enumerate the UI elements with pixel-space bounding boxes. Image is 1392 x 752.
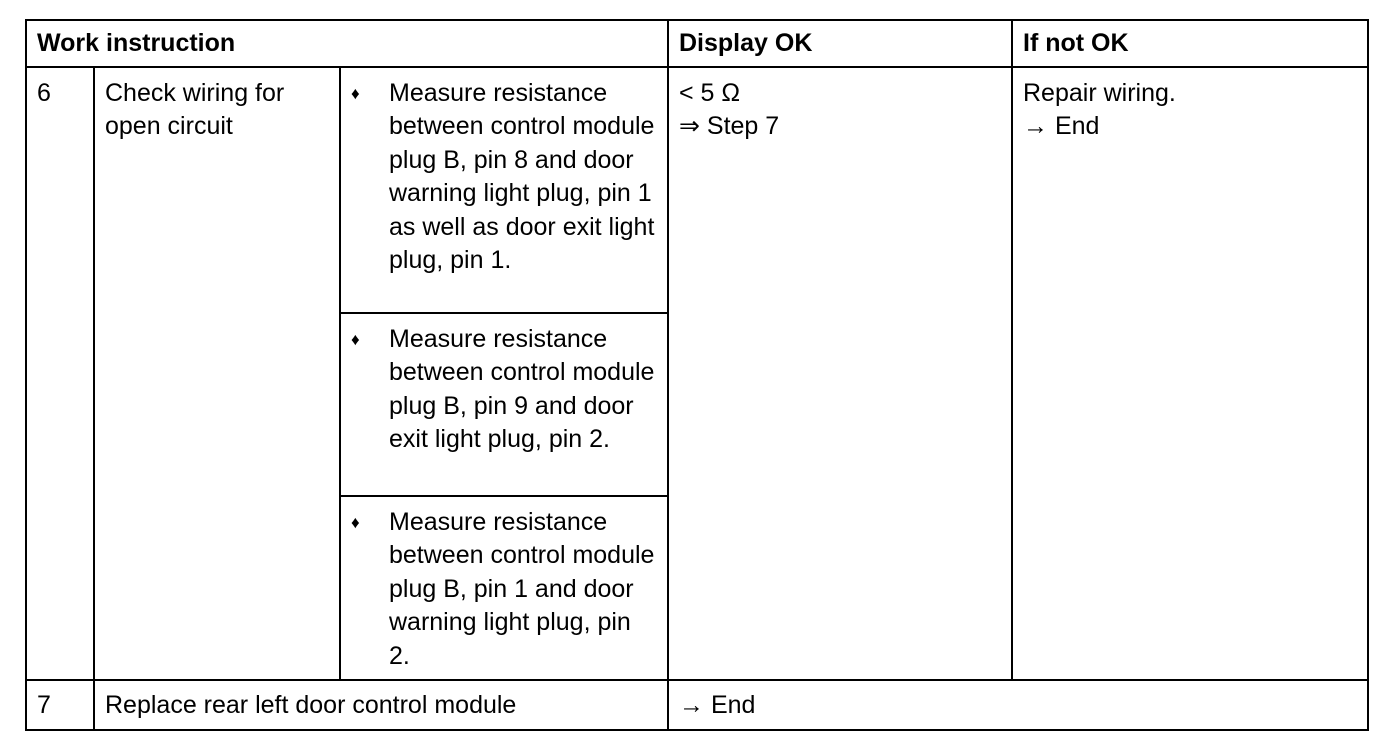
measurement-cell: [340, 313, 668, 496]
if-not-ok-action: Repair wiring.: [1023, 78, 1176, 107]
measurement-cell: [340, 496, 668, 681]
if-not-ok-next-step: → End: [1023, 112, 1100, 140]
measurement-text: Measure resistance between control module plug B, pin 1 and door warning light plug, pin 2.: [389, 507, 655, 670]
diamond-bullet-icon: ♦: [351, 83, 360, 103]
header-display-ok: Display OK: [668, 20, 1012, 67]
measurement-cell: [340, 67, 668, 313]
table-row: [26, 67, 1368, 313]
header-if-not-ok: If not OK: [1012, 20, 1368, 67]
diamond-bullet-icon: ♦: [351, 512, 360, 532]
table-row: [26, 680, 1368, 730]
measurement-text: Measure resistance between control module plug B, pin 8 and door warning light plug, pin 1 as well as door exit light plug, pin 1.: [389, 78, 655, 274]
step-number: 6: [26, 67, 94, 681]
diamond-bullet-icon: ♦: [351, 329, 360, 349]
result-text: → End: [668, 680, 1368, 730]
header-row: [26, 20, 1368, 67]
work-instruction-table: [25, 19, 1369, 731]
instruction-text: Replace rear left door control module: [94, 680, 668, 730]
if-not-ok-cell: [1012, 67, 1368, 681]
step-number: 7: [26, 680, 94, 730]
display-ok-cell: [668, 67, 1012, 681]
header-work-instruction: Work instruction: [26, 20, 668, 67]
display-ok-next-step: ⇒ Step 7: [679, 112, 780, 140]
measurement-text: Measure resistance between control module plug B, pin 9 and door exit light plug, pin 2.: [389, 324, 655, 453]
display-ok-value: < 5 Ω: [679, 78, 741, 107]
check-description: Check wiring for open circuit: [94, 67, 340, 681]
